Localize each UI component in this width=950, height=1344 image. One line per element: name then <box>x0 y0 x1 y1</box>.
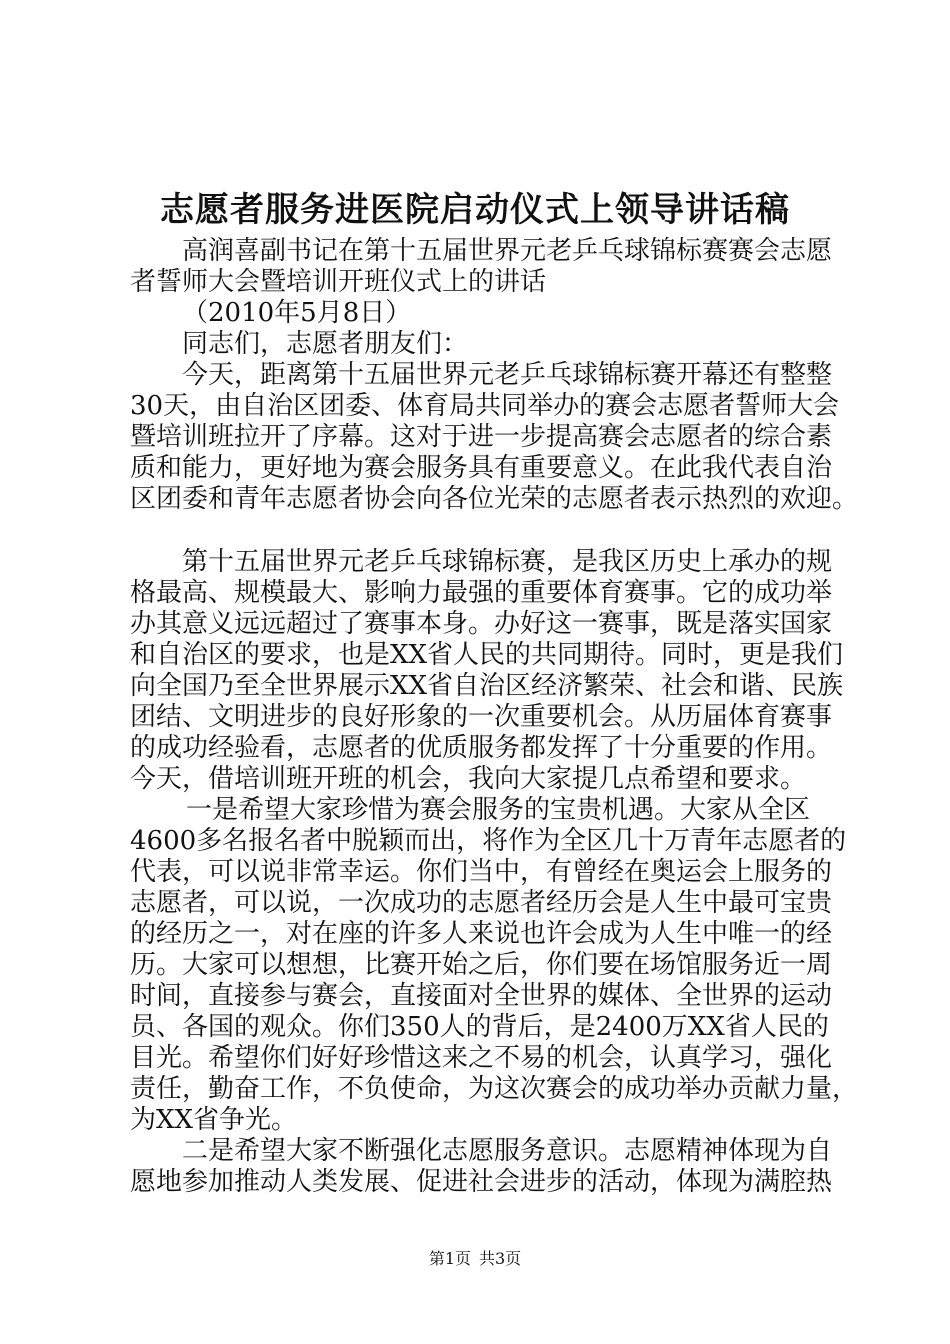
subtitle-line-1: 高润喜副书记在第十五届世界元老乒乓球锦标赛赛会志愿 <box>182 236 833 266</box>
paragraph-2-line: 格最高、规模最大、影响力最强的重要体育赛事。它的成功举 <box>130 578 833 608</box>
paragraph-1-line: 暨培训班拉开了序幕。这对于进一步提高赛会志愿者的综合素 <box>130 422 833 452</box>
paragraph-4-line: 愿地参加推动人类发展、促进社会进步的活动，体现为满腔热 <box>130 1167 833 1197</box>
paragraph-3-line: 历。大家可以想想，比赛开始之后，你们要在场馆服务近一周 <box>130 950 833 980</box>
paragraph-1-line: 区团委和青年志愿者协会向各位光荣的志愿者表示热烈的欢迎。 <box>130 484 859 514</box>
paragraph-3-line: 的经历之一，对在座的许多人来说也许会成为人生中唯一的经 <box>130 919 833 949</box>
paragraph-3-line: 目光。希望你们好好珍惜这来之不易的机会，认真学习，强化 <box>130 1043 833 1073</box>
page-footer <box>0 1249 950 1269</box>
paragraph-2-line: 今天，借培训班开班的机会，我向大家提几点希望和要求。 <box>130 764 807 794</box>
paragraph-3-line: 时间，直接参与赛会，直接面对全世界的媒体、全世界的运动 <box>130 981 833 1011</box>
paragraph-spacer <box>130 515 850 547</box>
subtitle-line-2: 者誓师大会暨培训开班仪式上的讲话 <box>130 267 547 297</box>
page-number: 第1页 <box>428 1249 471 1268</box>
paragraph-3-line: 代表，可以说非常幸运。你们当中，有曾经在奥运会上服务的 <box>130 857 833 887</box>
paragraph-2-line: 的成功经验看，志愿者的优质服务都发挥了十分重要的作用。 <box>130 733 833 763</box>
speech-date: （2010年5月8日） <box>182 298 412 328</box>
document-title: 志愿者服务进医院启动仪式上领导讲话稿 <box>160 190 790 230</box>
paragraph-3-line: 一是希望大家珍惜为赛会服务的宝贵机遇。大家从全区 <box>186 795 811 825</box>
paragraph-1-line: 30天，由自治区团委、体育局共同举办的赛会志愿者誓师大会 <box>130 391 840 421</box>
paragraph-2-line: 第十五届世界元老乒乓球锦标赛，是我区历史上承办的规 <box>182 547 833 577</box>
paragraph-1-line: 质和能力，更好地为赛会服务具有重要意义。在此我代表自治 <box>130 453 833 483</box>
paragraph-3-line: 责任，勤奋工作，不负使命，为这次赛会的成功举办贡献力量， <box>130 1074 859 1104</box>
paragraph-2-line: 和自治区的要求，也是XX省人民的共同期待。同时，更是我们 <box>130 640 844 670</box>
paragraph-2-line: 团结、文明进步的良好形象的一次重要机会。从历届体育赛事 <box>130 702 833 732</box>
page-total: 共3页 <box>479 1249 522 1268</box>
paragraph-2-line: 办其意义远远超过了赛事本身。办好这一赛事，既是落实国家 <box>130 609 833 639</box>
paragraph-4-line: 二是希望大家不断强化志愿服务意识。志愿精神体现为自 <box>182 1136 833 1166</box>
paragraph-1-line: 今天，距离第十五届世界元老乒乓球锦标赛开幕还有整整 <box>182 360 833 390</box>
paragraph-3-line: 员、各国的观众。你们350人的背后，是2400万XX省人民的 <box>130 1012 829 1042</box>
salutation: 同志们，志愿者朋友们： <box>182 329 469 359</box>
paragraph-3-line: 为XX省争光。 <box>130 1105 298 1135</box>
paragraph-3-line: 志愿者，可以说，一次成功的志愿者经历会是人生中最可宝贵 <box>130 888 833 918</box>
paragraph-3-line: 4600多名报名者中脱颖而出，将作为全区几十万青年志愿者的 <box>130 826 847 856</box>
document-body <box>130 236 859 1198</box>
paragraph-2-line: 向全国乃至全世界展示XX省自治区经济繁荣、社会和谐、民族 <box>130 671 844 701</box>
